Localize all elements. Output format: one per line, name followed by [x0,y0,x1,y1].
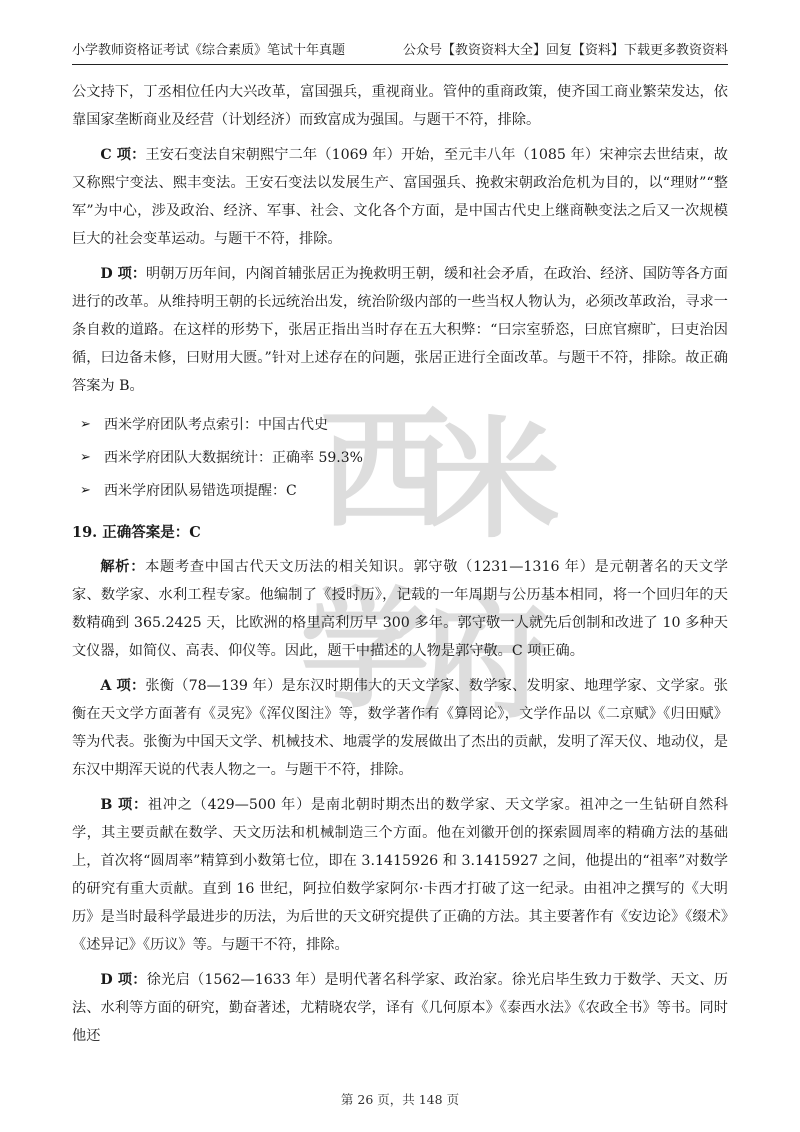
option-d-text: 徐光启（1562—1633 年）是明代著名科学家、政治家。徐光启毕生致力于数学、天文、历法、水利等方面的研究，勤奋著述，尤精晓农学，译有《几何原本》《泰西水法》《农政全书》等书。同时他还 [72,972,728,1044]
header-promo: 公众号【教资资料大全】回复【资料】下载更多教资资料 [402,43,728,58]
q19-option-a-paragraph [72,672,728,784]
watermark-char-1: 西 [320,395,451,546]
watermark-char-3: 学 [300,574,431,726]
header-title: 小学教师资格证考试《综合素质》笔试十年真题 [72,43,346,58]
option-a-label: A 项： [100,678,146,694]
arrow-bullet-icon: ➢ [80,450,91,465]
q19-option-b-paragraph [72,791,728,959]
option-c-label: C 项： [100,147,146,163]
option-d-text: 明朝万历年间，内阁首辅张居正为挽救明王朝，缓和社会矛盾，在政治、经济、国防等各方面进行的改革。从维持明王朝的长远统治出发，统治阶级内部的一些当权人物认为，必须改革政治，寻求一条自救的道路。在这样的形势下，张居正指出当时存在五大积弊：“曰宗室骄恣，曰庶官瘝旷，曰吏治因循，曰边备未修，曰财用大匮。”针对上述存在的问题，张居正进行全面改革。与题干不符，排除。故正确答案为 B。 [72,266,728,394]
bullet-text: 西米学府团队考点索引：中国古代史 [104,417,328,433]
option-a-text: 张衡（78—139 年）是东汉时期伟大的天文学家、数学家、发明家、地理学家、文学家。张衡在天文学方面著有《灵宪》《浑仪图注》等，数学著作有《算罔论》，文学作品以《二京赋》《归田赋》等为代表。张衡为中国天文学、机械技术、地震学的发展做出了杰出的贡献，发明了浑天仪、地动仪，是东汉中期浑天说的代表人物之一。与题干不符，排除。 [72,678,728,778]
option-d-label: D 项： [100,972,147,988]
page-header [72,40,728,65]
watermark-char-4: 府 [420,584,551,736]
bullet-text: 西米学府团队易错选项提醒：C [104,483,297,499]
option-c-paragraph [72,141,728,253]
question-19-heading: 19. 正确答案是：C [72,524,201,541]
option-b-text: 祖冲之（429—500 年）是南北朝时期杰出的数学家、天文学家。祖冲之一生钻研自然科学，其主要贡献在数学、天文历法和机械制造三个方面。他在刘徽开创的探索圆周率的精确方法的基础上，首次将“圆周率”精算到小数第七位，即在 3.1415926 和 3.1415927 之间，他提出的“祖率”对数学的研究有重大贡献。直到 16 世纪，阿拉伯数学家阿尔·卡西才打破了这一纪录。由祖冲之撰写的《大明历》是当时最科学最进步的历法，为后世的天文研究提供了正确的方法。其主要著作有《安边论》《缀术》《述异记》《历议》等。与题干不符，排除。 [72,797,729,953]
q19-option-d-paragraph [72,966,728,1050]
bullet-accuracy-stat [72,446,728,470]
option-c-text: 王安石变法自宋朝熙宁二年（1069 年）开始，至元丰八年（1085 年）宋神宗去世结束，故又称熙宁变法、熙丰变法。王安石变法以发展生产、富国强兵、挽救宋朝政治危机为目的，以“理财”“整军”为中心，涉及政治、经济、军事、社会、文化各个方面，是中国古代史上继商鞅变法之后又一次规模巨大的社会变革运动。与题干不符，排除。 [72,147,728,247]
option-d-label: D 项： [100,266,147,282]
bullet-error-reminder [72,479,728,503]
arrow-bullet-icon: ➢ [80,417,91,432]
analysis-text: 本题考查中国古代天文历法的相关知识。郭守敬（1231—1316 年）是元朝著名的天文学家、数学家、水利工程专家。他编制了《授时历》，记载的一年周期与公历基本相同，将一个回归年的天数精确到 365.2425 天，比欧洲的格里高利历早 300 多年。郭守敬一人就先后创制和改进了 10 多种天文仪器，如简仪、高表、仰仪等。因此，题干中描述的人物是郭守敬。C 项正确。 [72,559,728,659]
option-b-label: B 项： [100,797,148,813]
paragraph-continued: 公文持下，丁丞相位任内大兴改革，富国强兵，重视商业。管仲的重商政策，使齐国工商业繁荣发达，依靠国家垄断商业及经营（计划经济）而致富成为强国。与题干不符，排除。 [72,84,728,128]
bullet-knowledge-index [72,413,728,437]
page-content [72,78,728,1057]
bullet-text: 西米学府团队大数据统计：正确率 59.3% [104,450,363,466]
page-footer: 第 26 页，共 148 页 [340,1092,460,1107]
watermark-char-2: 米 [430,404,560,556]
analysis-label: 解析： [100,559,146,575]
arrow-bullet-icon: ➢ [80,483,91,498]
q19-analysis-paragraph [72,553,728,665]
option-d-paragraph [72,260,728,400]
